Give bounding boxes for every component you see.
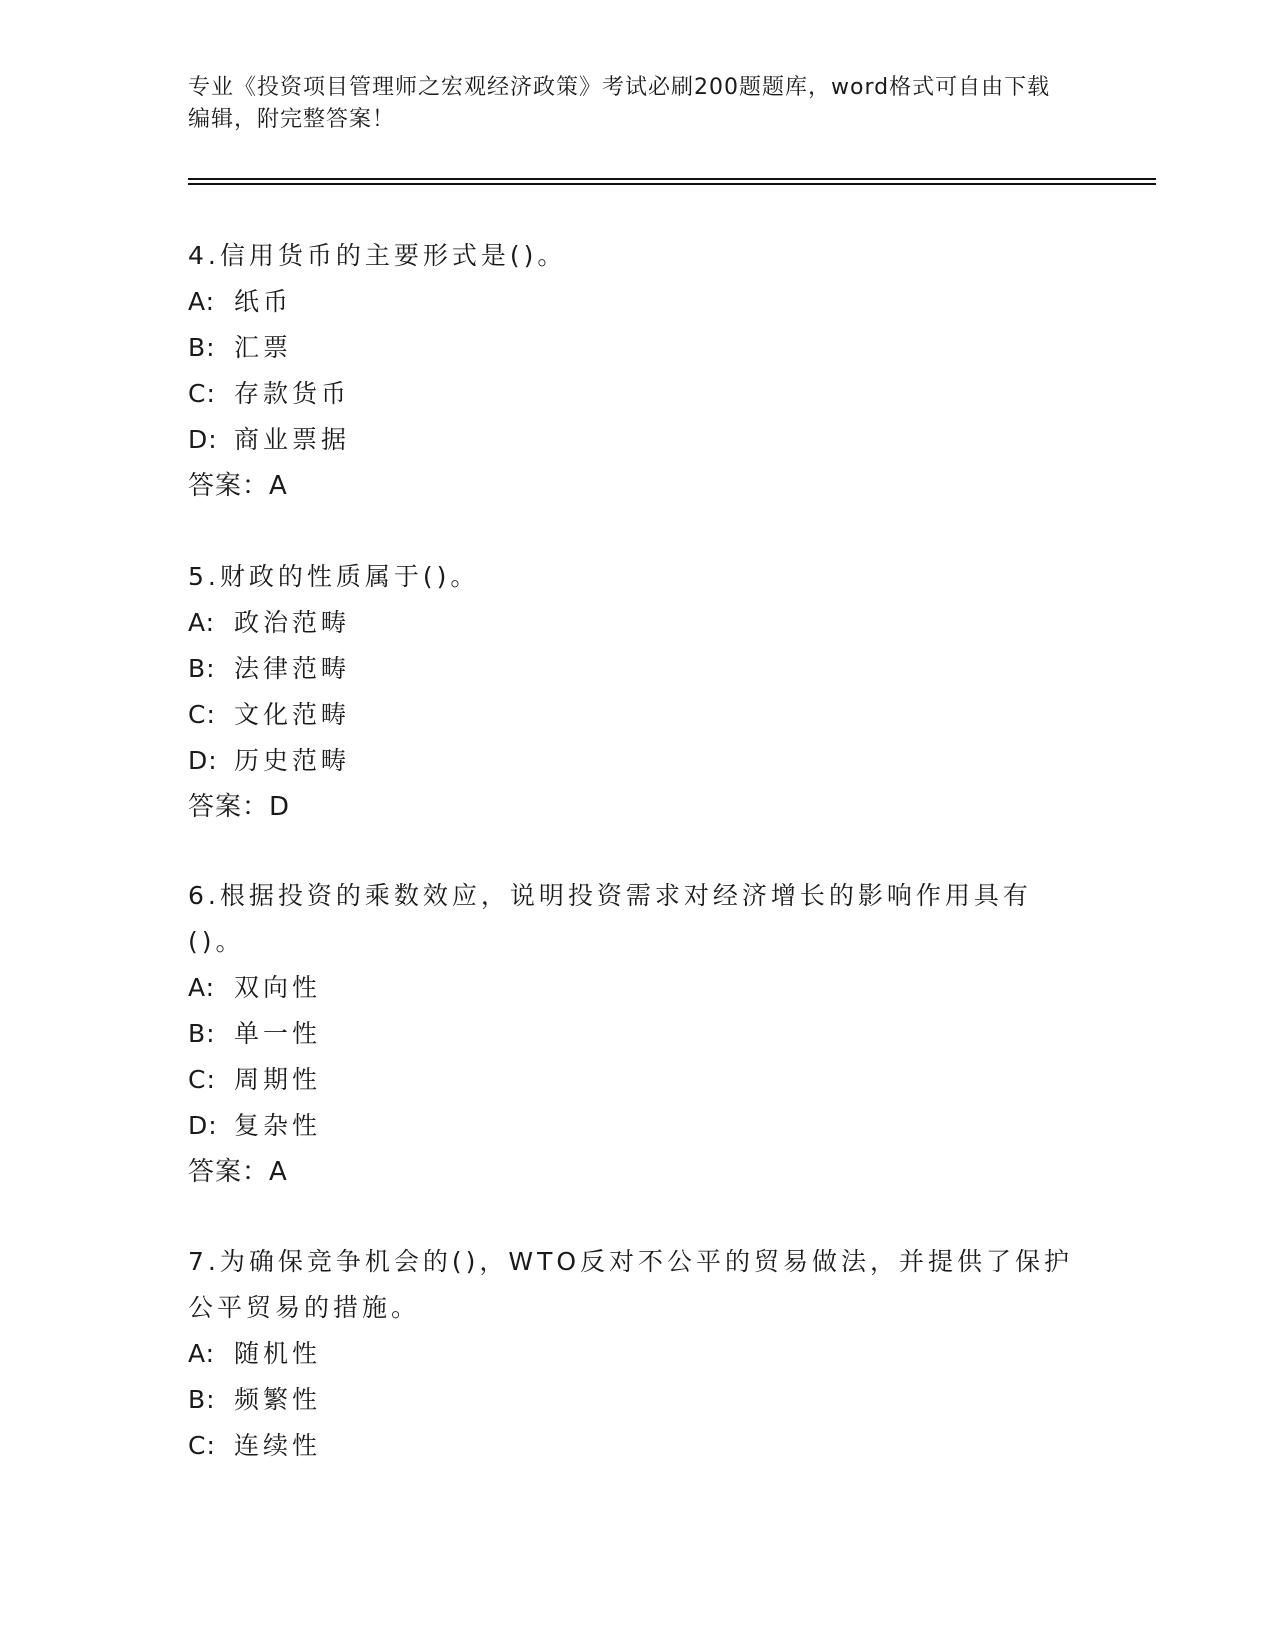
option-text: 历史范畴 bbox=[234, 746, 351, 775]
question-block bbox=[188, 233, 1088, 509]
option-b bbox=[188, 646, 1088, 692]
option-text: 政治范畴 bbox=[234, 608, 351, 637]
answer-line: 答案：D bbox=[188, 792, 291, 822]
option-key: C: bbox=[188, 700, 216, 729]
option-text: 复杂性 bbox=[234, 1111, 322, 1140]
option-a bbox=[188, 600, 1088, 646]
option-b bbox=[188, 1011, 1088, 1057]
option-key: A: bbox=[188, 608, 216, 637]
question-block bbox=[188, 873, 1088, 1195]
question-text: 6.根据投资的乘数效应，说明投资需求对经济增长的影响作用具有()。 bbox=[188, 881, 1032, 956]
option-c bbox=[188, 371, 1088, 417]
option-key: A: bbox=[188, 1339, 216, 1368]
option-text: 频繁性 bbox=[234, 1385, 322, 1414]
option-text: 商业票据 bbox=[234, 425, 351, 454]
option-a bbox=[188, 279, 1088, 325]
option-key: B: bbox=[188, 654, 216, 683]
option-text: 汇票 bbox=[234, 333, 293, 362]
option-text: 文化范畴 bbox=[234, 700, 351, 729]
option-d bbox=[188, 738, 1088, 784]
option-d bbox=[188, 417, 1088, 463]
option-key: B: bbox=[188, 1385, 216, 1414]
answer-line: 答案：A bbox=[188, 471, 288, 501]
option-key: A: bbox=[188, 973, 216, 1002]
header-divider-top bbox=[188, 178, 1156, 180]
option-key: D: bbox=[188, 746, 218, 775]
option-key: D: bbox=[188, 1111, 218, 1140]
option-key: D: bbox=[188, 425, 218, 454]
option-key: B: bbox=[188, 1019, 216, 1048]
option-key: C: bbox=[188, 379, 216, 408]
question-text: 4.信用货币的主要形式是()。 bbox=[188, 241, 567, 270]
question-block bbox=[188, 1239, 1088, 1469]
option-key: B: bbox=[188, 333, 216, 362]
option-d bbox=[188, 1103, 1088, 1149]
option-text: 存款货币 bbox=[234, 379, 351, 408]
option-text: 双向性 bbox=[234, 973, 322, 1002]
option-c bbox=[188, 1057, 1088, 1103]
option-a bbox=[188, 965, 1088, 1011]
option-text: 法律范畴 bbox=[234, 654, 351, 683]
option-b bbox=[188, 1377, 1088, 1423]
option-c bbox=[188, 692, 1088, 738]
option-key: C: bbox=[188, 1065, 216, 1094]
option-key: C: bbox=[188, 1431, 216, 1460]
option-text: 单一性 bbox=[234, 1019, 322, 1048]
option-text: 连续性 bbox=[234, 1431, 322, 1460]
question-block bbox=[188, 554, 1088, 830]
option-b bbox=[188, 325, 1088, 371]
option-a bbox=[188, 1331, 1088, 1377]
header-divider-bottom bbox=[188, 183, 1156, 185]
question-text: 7.为确保竞争机会的()，WTO反对不公平的贸易做法，并提供了保护公平贸易的措施。 bbox=[188, 1247, 1074, 1322]
option-key: A: bbox=[188, 287, 216, 316]
option-c bbox=[188, 1423, 1088, 1469]
option-text: 随机性 bbox=[234, 1339, 322, 1368]
document-header: 专业《投资项目管理师之宏观经济政策》考试必刷200题题库，word格式可自由下载编辑，附完整答案！ bbox=[188, 75, 1051, 132]
question-text: 5.财政的性质属于()。 bbox=[188, 562, 480, 591]
answer-line: 答案：A bbox=[188, 1157, 288, 1187]
option-text: 纸币 bbox=[234, 287, 293, 316]
option-text: 周期性 bbox=[234, 1065, 322, 1094]
